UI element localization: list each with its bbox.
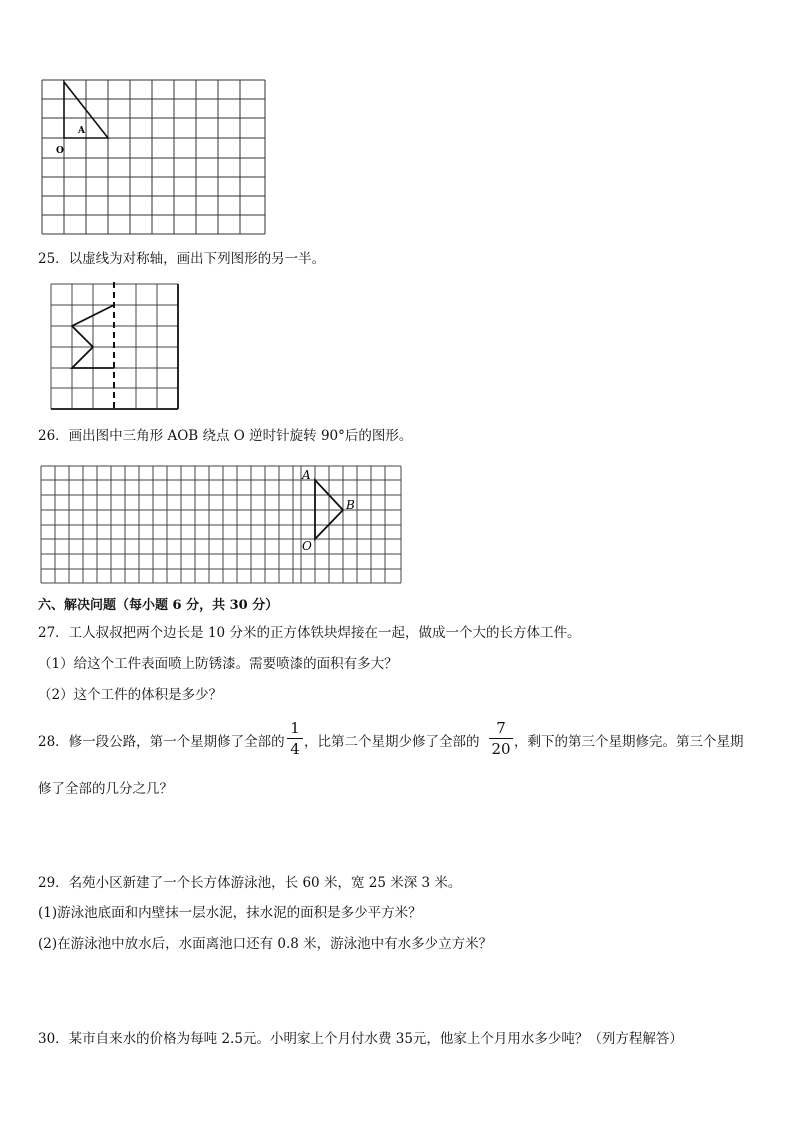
question-27-part-2: （2）这个工件的体积是多少？ bbox=[38, 687, 223, 703]
question-26: 26．画出图中三角形 AOB 绕点 O 逆时针旋转 90°后的图形。 bbox=[38, 428, 413, 444]
question-29-part-1: (1)游泳池底面和内壁抹一层水泥，抹水泥的面积是多少平方米？ bbox=[38, 905, 422, 921]
question-30: 30．某市自来水的价格为每吨 2.5元。小明家上个月付水费 35元，他家上个月用水多少吨？（列方程解答） bbox=[38, 1031, 683, 1047]
question-27: 27．工人叔叔把两个边长是 10 分米的正方体铁块焊接在一起，做成一个大的长方体工件。 bbox=[38, 625, 581, 641]
vertex-label-b: B bbox=[346, 498, 355, 512]
fraction-denominator: 20 bbox=[491, 740, 511, 758]
triangle-label-a: A bbox=[78, 126, 85, 136]
question-29: 29．名苑小区新建了一个长方体游泳池，长 60 米，宽 25 米深 3 米。 bbox=[38, 875, 462, 891]
fraction-seven-twentieths bbox=[489, 720, 513, 757]
vertex-label-a: A bbox=[302, 468, 311, 482]
question-28-line-2: 修了全部的几分之几？ bbox=[38, 781, 173, 797]
vertex-label-o: O bbox=[302, 539, 312, 553]
fraction-one-quarter bbox=[287, 720, 303, 757]
question-29-part-2: (2)在游泳池中放水后，水面离池口还有 0.8 米，游泳池中有水多少立方米？ bbox=[38, 936, 493, 952]
grid-figure-triangle-a bbox=[40, 78, 268, 238]
question-25: 25．以虚线为对称轴，画出下列图形的另一半。 bbox=[38, 251, 326, 267]
question-28-text-c: ，剩下的第三个星期修完。第三个星期 bbox=[514, 734, 744, 750]
question-28-text-a: 28．修一段公路，第一个星期修了全部的 bbox=[38, 734, 285, 750]
grid-figure-symmetry bbox=[48, 282, 182, 412]
point-label-o: O bbox=[56, 146, 64, 156]
fraction-denominator: 4 bbox=[290, 740, 300, 758]
question-27-part-1: （1）给这个工件表面喷上防锈漆。需要喷漆的面积有多大？ bbox=[38, 656, 398, 672]
fraction-numerator: 7 bbox=[496, 719, 506, 737]
fraction-numerator: 1 bbox=[290, 719, 300, 737]
section-title: 六、解决问题（每小题 6 分，共 30 分） bbox=[38, 598, 279, 613]
grid-figure-rotation bbox=[40, 465, 404, 585]
question-28-text-b: ，比第二个星期少修了全部的 bbox=[304, 734, 480, 750]
